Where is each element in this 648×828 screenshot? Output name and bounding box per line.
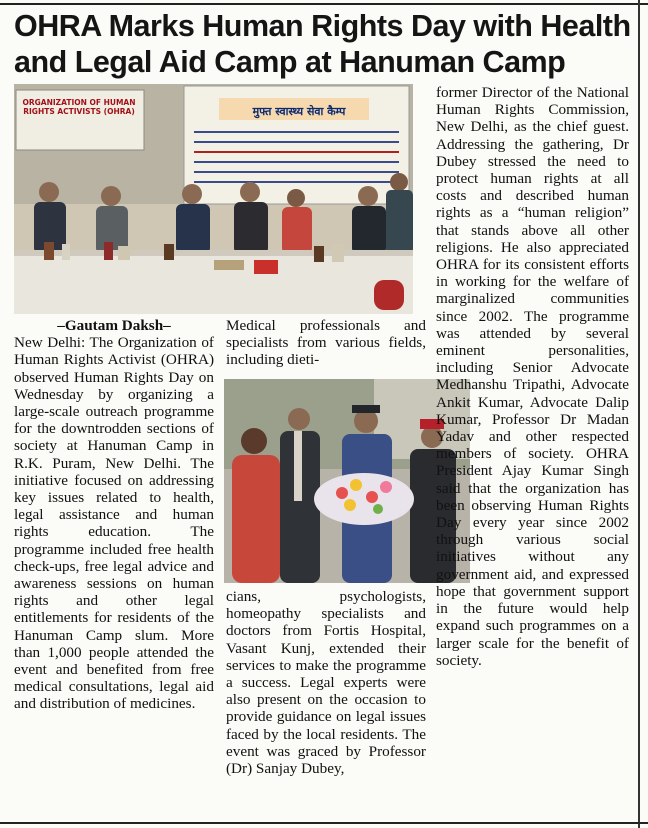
article-column-3 (436, 84, 629, 669)
camp-banner-title: मुफ्त स्वास्थ्य सेवा कैम्प (252, 105, 346, 118)
ohra-banner-text: ORGANIZATION OF HUMAN RIGHTS ACTIVISTS (OHRA) (22, 98, 136, 116)
bouquet-presentation-photo (224, 379, 470, 583)
column-3-text: former Director of the National Human Rights Commission, New Delhi, as the chief guest. Addressing the gathering, Dr Dubey stressed the need to protect human rights at all costs and described human rights as a “human religion” that stands above all other religions. He also appreciated OHRA for its consistent efforts in working for the welfare of marginalized communities since 2002. The programme was attended by several eminent personalities, including Senior Advocate Medhanshu Tripathi, Advocate Ankit Kumar, Advocate Dalip Kumar, Professor Dr Madan Yadav and other respected members of society. OHRA President Ajay Kumar Singh said that the organization has been observing Human Rights Day every year since 2002 through various social initiatives without any government aid, and expressed hope that government support in the future would help expand such programmes on a larger scale for the benefit of society. (436, 84, 629, 669)
byline: –Gautam Daksh– (57, 317, 171, 334)
column-2-text-bottom: cians, psychologists, homeopathy specialists and doctors from Fortis Hospital, Vasant Kunj, extended their services to make the programme a success. Legal experts were also present on the occasion to provide guidance on legal issues faced by the local residents. The event was graced by Professor (Dr) Sanjay Dubey, (226, 588, 426, 778)
bottom-rule (0, 822, 648, 824)
article-column-2-bottom (226, 588, 426, 777)
article-column-2-top (226, 317, 426, 369)
article-column-1 (14, 317, 214, 713)
right-column-rule (638, 0, 640, 828)
column-2-text-top: Medical professionals and specialists from various fields, including dieti- (226, 317, 426, 369)
column-1-text: New Delhi: The Organization of Human Rights Activist (OHRA) observed Human Rights Day on Wednesday by organizing a large-scale outreach programme for the downtrodden sections of society at Hanuman Camp in R.K. Puram, New Delhi. The initiative focused on addressing key issues related to health, legal assistance and human rights education. The programme included free health check-ups, free legal advice and awareness sessions on human rights and other legal entitlements for residents of the Hanuman Camp slum. More than 1,000 people attended the event and benefited from free medical consultations, legal aid and distribution of medicines. (14, 334, 214, 713)
camp-stage-photo (14, 84, 413, 314)
article-headline: OHRA Marks Human Rights Day with Health and Legal Aid Camp at Hanuman Camp (14, 9, 631, 79)
top-rule (0, 3, 648, 5)
